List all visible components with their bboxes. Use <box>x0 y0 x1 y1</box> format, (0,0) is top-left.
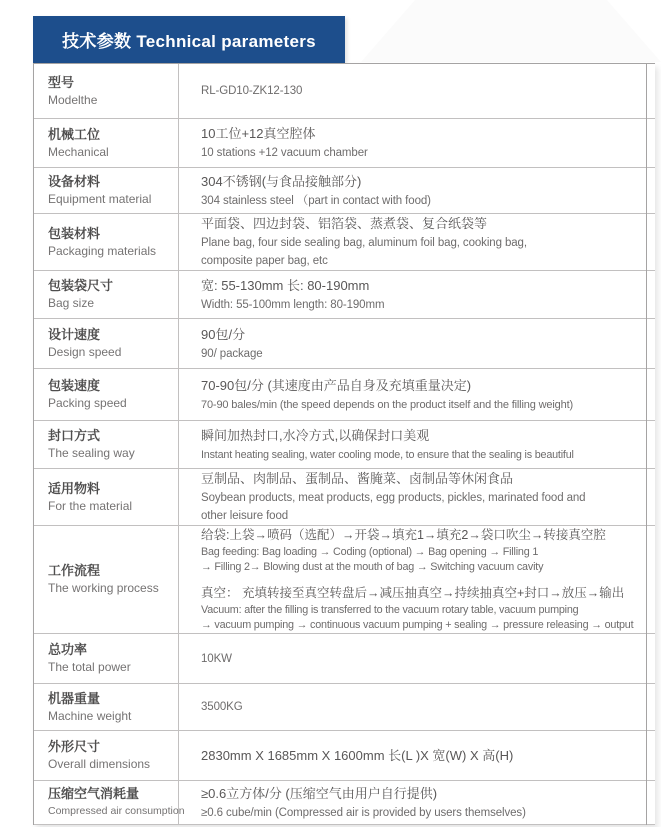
parameter-value-line: 瞬间加热封口,水冷方式,以确保封口美观 <box>201 427 430 443</box>
parameter-label-en: Packing speed <box>48 396 127 410</box>
parameter-label-en: Equipment material <box>48 192 152 206</box>
parameter-value-cell <box>179 731 646 780</box>
parameter-value-cell <box>179 469 646 525</box>
parameter-label-en: Machine weight <box>48 708 132 723</box>
parameter-value-line: 给袋:上袋→喷码（选配）→开袋→填充1→填充2→袋口吹尘→转接真空腔 <box>201 528 606 542</box>
parameter-label-zh: 工作流程 <box>48 563 101 578</box>
table-row <box>34 469 655 526</box>
parameter-value-line: 宽: 55-130mm 长: 80-190mm <box>201 277 370 293</box>
parameter-label-zh: 封口方式 <box>48 428 101 443</box>
parameter-value-line: Soybean products, meat products, egg products, pickles, marinated food and <box>201 492 586 504</box>
parameter-label-en: Design speed <box>48 345 122 359</box>
page-title: 技术参数 Technical parameters <box>62 32 316 51</box>
technical-parameters-table <box>33 63 655 825</box>
parameter-value-line: 304不锈钢(与食品接触部分) <box>201 173 362 189</box>
parameter-label-cell <box>34 168 179 213</box>
parameter-label-cell <box>34 469 179 525</box>
parameter-value-cell <box>179 119 646 167</box>
parameter-value-cell <box>179 369 646 420</box>
parameter-value-line: 2830mm X 1685mm X 1600mm 长(L )X 宽(W) X 高(H) <box>201 747 514 763</box>
parameter-value-line: Vacuum: after the filling is transferred to the vacuum rotary table, vacuum pumping <box>201 604 579 616</box>
parameter-value-line: 10 stations +12 vacuum chamber <box>201 147 368 159</box>
parameter-label-zh: 设计速度 <box>48 327 101 342</box>
table-row <box>34 319 655 369</box>
parameter-label-zh: 适用物料 <box>48 480 101 496</box>
section-header-banner <box>33 16 345 63</box>
parameter-label-en: Compressed air consumption <box>48 805 185 817</box>
table-row <box>34 369 655 421</box>
parameter-value-line: Bag feeding: Bag loading → Coding (optional) → Bag opening → Filling 1 <box>201 546 539 558</box>
parameter-label-en: The working process <box>48 581 159 595</box>
background-watermark-shape <box>361 0 661 62</box>
parameter-value-cell <box>179 781 646 824</box>
parameter-label-cell <box>34 684 179 730</box>
parameter-label-en: The total power <box>48 660 131 674</box>
parameter-value-line: 90/ package <box>201 347 263 360</box>
parameter-value-line: 10工位+12真空腔体 <box>201 126 316 141</box>
parameter-label-zh: 设备材料 <box>48 174 101 189</box>
parameter-value-line: ≥0.6 cube/min (Compressed air is provided by users themselves) <box>201 806 526 819</box>
parameter-label-en: The sealing way <box>48 446 135 460</box>
parameter-label-zh: 外形尺寸 <box>48 739 101 754</box>
parameter-value-line: → Filling 2→ Blowing dust at the mouth of bag → Switching vacuum cavity <box>201 561 544 573</box>
parameter-value-line: → vacuum pumping → continuous vacuum pumping + sealing → pressure releasing → output <box>201 619 634 631</box>
parameter-value-line: 70-90 bales/min (the speed depends on the product itself and the filling weight) <box>201 398 574 411</box>
parameter-label-cell <box>34 271 179 318</box>
parameter-value-cell <box>179 64 646 118</box>
parameter-value-line: 10KW <box>201 652 232 665</box>
parameter-value-cell <box>179 271 646 318</box>
parameter-label-en: Overall dimensions <box>48 757 151 771</box>
table-row <box>34 214 655 271</box>
parameter-value-cell <box>179 634 646 683</box>
parameter-value-line: RL-GD10-ZK12-130 <box>201 85 303 97</box>
table-row <box>34 119 655 168</box>
parameter-value-line: 豆制品、肉制品、蛋制品、酱腌菜、卤制品等休闲食品 <box>201 471 514 486</box>
table-row <box>34 731 655 781</box>
parameter-value-cell <box>179 319 646 368</box>
parameter-label-en: Mechanical <box>48 144 109 159</box>
parameter-value-line: 平面袋、四边封袋、铝箔袋、蒸煮袋、复合纸袋等 <box>201 216 488 231</box>
table-row <box>34 526 655 634</box>
parameter-value-cell <box>179 526 646 633</box>
table-row <box>34 168 655 214</box>
table-row <box>34 684 655 731</box>
parameter-label-zh: 总功率 <box>48 642 88 657</box>
table-row <box>34 271 655 319</box>
parameter-value-line: 70-90包/分 (其速度由产品自身及充填重量决定) <box>201 377 472 393</box>
parameter-label-en: Packaging materials <box>48 243 157 258</box>
parameter-label-zh: 压缩空气消耗量 <box>48 786 140 801</box>
table-row <box>34 634 655 684</box>
table-row <box>34 781 655 825</box>
table-right-border <box>646 64 647 825</box>
parameter-label-en: Modelthe <box>48 92 98 107</box>
parameter-label-zh: 包装速度 <box>48 378 101 393</box>
parameter-label-zh: 机械工位 <box>48 126 101 142</box>
parameter-value-line: composite paper bag, etc <box>201 255 328 267</box>
parameter-label-en: For the material <box>48 498 133 513</box>
table-row <box>34 421 655 469</box>
parameter-value-cell <box>179 684 646 730</box>
parameter-label-zh: 机器重量 <box>48 690 101 706</box>
parameter-value-cell <box>179 421 646 468</box>
parameter-label-cell <box>34 214 179 270</box>
parameter-label-zh: 包装材料 <box>48 225 101 241</box>
parameter-value-cell <box>179 214 646 270</box>
parameter-value-line: Width: 55-100mm length: 80-190mm <box>201 298 385 311</box>
parameter-value-cell <box>179 168 646 213</box>
table-row <box>34 64 655 119</box>
parameter-label-cell <box>34 421 179 468</box>
parameter-value-line: 3500KG <box>201 701 243 713</box>
parameter-label-zh: 型号 <box>48 74 75 90</box>
parameter-label-cell <box>34 634 179 683</box>
parameter-label-zh: 包装袋尺寸 <box>48 278 114 293</box>
parameter-label-cell <box>34 319 179 368</box>
parameter-value-line: 90包/分 <box>201 326 246 342</box>
parameter-label-cell <box>34 119 179 167</box>
parameter-value-line: other leisure food <box>201 510 289 522</box>
parameter-value-line: ≥0.6立方体/分 (压缩空气由用户自行提供) <box>201 785 438 801</box>
parameter-label-cell <box>34 526 179 633</box>
parameter-value-line: Plane bag, four side sealing bag, aluminum foil bag, cooking bag, <box>201 237 527 249</box>
parameter-label-cell <box>34 731 179 780</box>
parameter-label-cell <box>34 64 179 118</box>
parameter-value-line: Instant heating sealing, water cooling mode, to ensure that the sealing is beautiful <box>201 448 574 461</box>
parameter-value-line: 真空： 充填转接至真空转盘后→减压抽真空→持续抽真空+封口→放压→输出 <box>201 586 625 600</box>
parameter-value-line: 304 stainless steel （part in contact with food) <box>201 194 431 207</box>
parameter-label-cell <box>34 369 179 420</box>
parameter-label-cell <box>34 781 185 824</box>
parameter-label-en: Bag size <box>48 296 95 310</box>
